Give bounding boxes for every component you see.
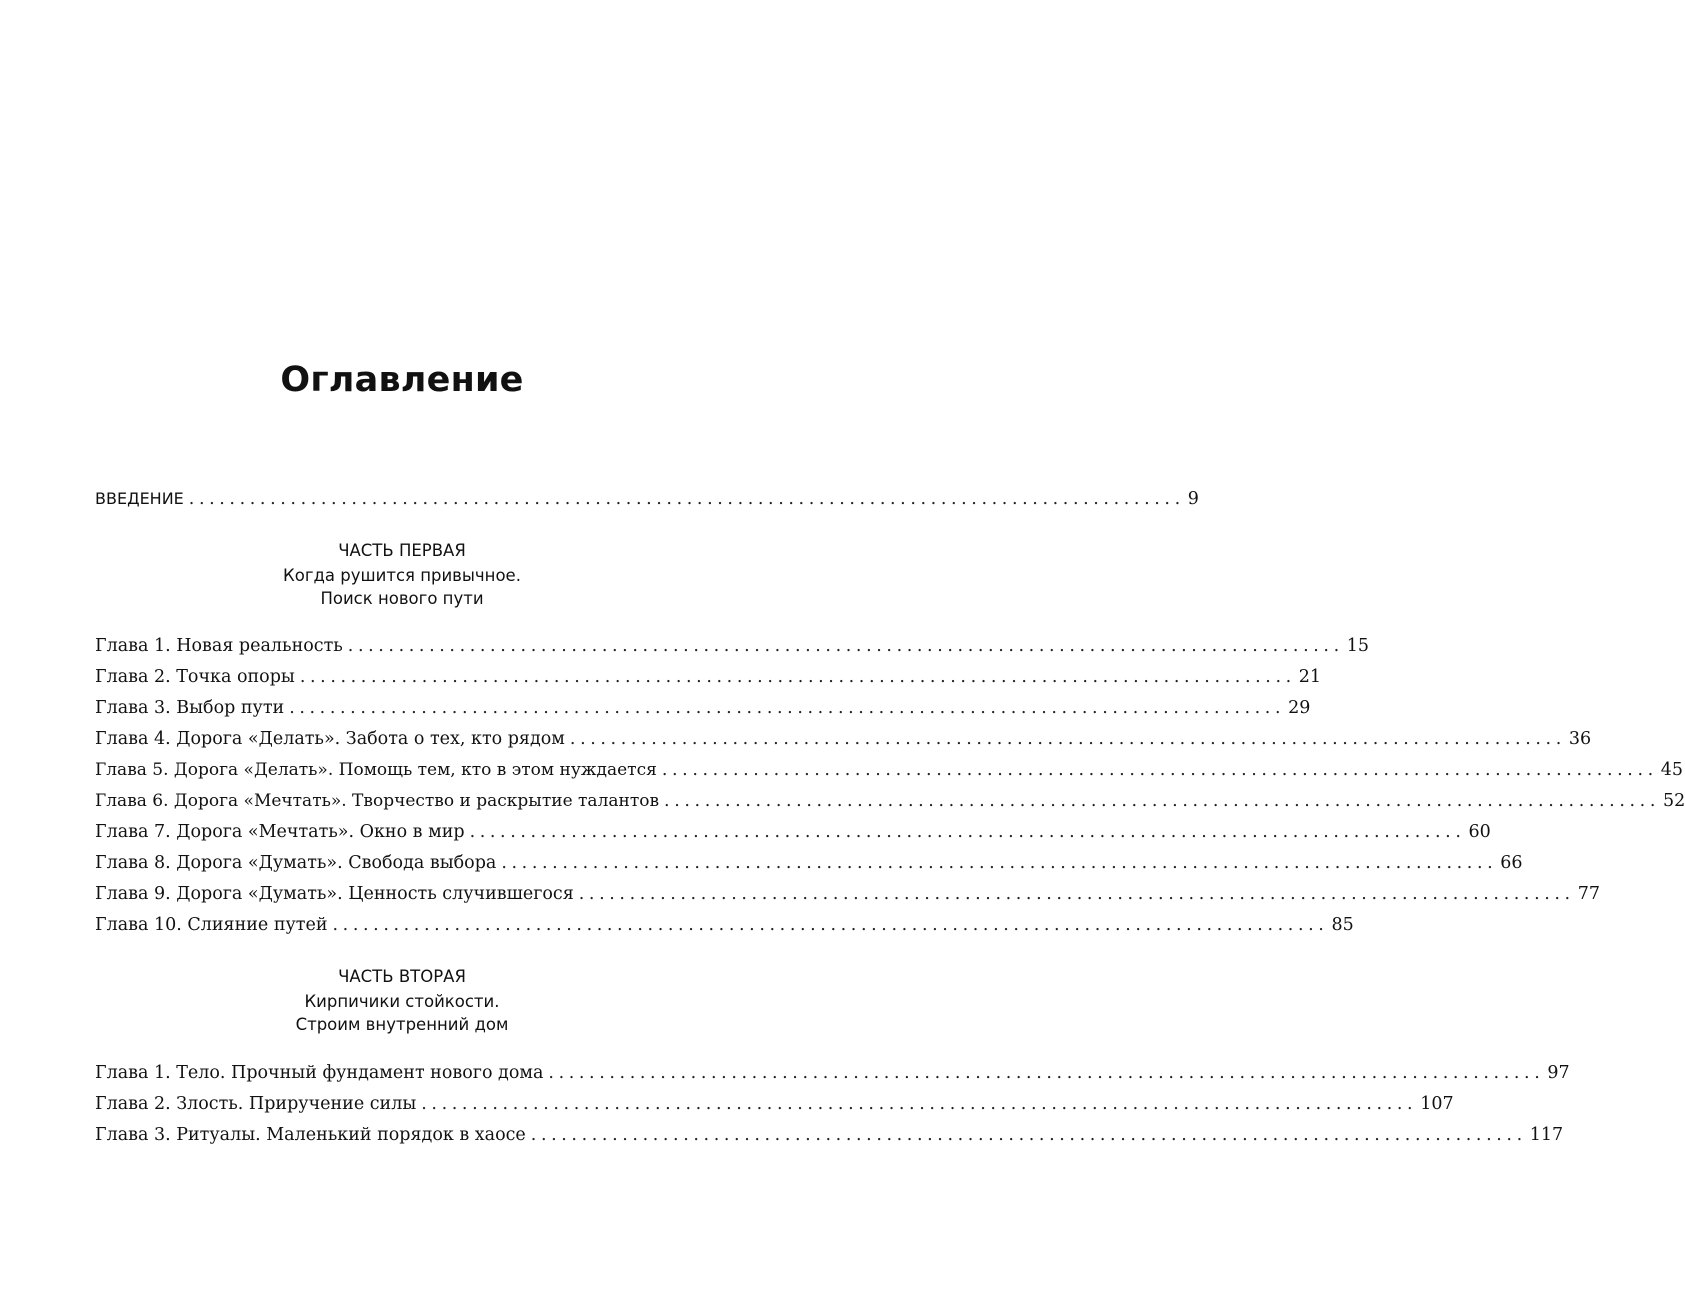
dot-leader: .................................................................................................. [332, 915, 1329, 935]
part-name: ЧАСТЬ ВТОРАЯ [338, 967, 466, 986]
dot-leader: .................................................................................................. [469, 822, 1466, 842]
dot-leader: .................................................................................................. [664, 791, 1660, 811]
toc-entry-chapter[interactable] [95, 691, 1311, 719]
dot-leader: .................................................................................................. [548, 1063, 1545, 1083]
toc-entry-label: Глава 10. Слияние путей [95, 915, 328, 935]
part-heading-1 [95, 538, 709, 610]
toc-entry-label: Глава 8. Дорога «Думать». Свобода выбора [95, 853, 497, 873]
toc-entry-page: 9 [1187, 489, 1199, 509]
toc-entry-chapter[interactable] [95, 1118, 1564, 1146]
toc-entry-page: 21 [1298, 667, 1322, 687]
toc-entry-label: Глава 2. Злость. Приручение силы [95, 1094, 417, 1114]
toc-entry-page: 15 [1346, 636, 1370, 656]
dot-leader: .................................................................................................. [661, 760, 1658, 780]
toc-entry-label: Глава 9. Дорога «Думать». Ценность случившегося [95, 884, 574, 904]
toc-entry-chapter[interactable] [95, 722, 1592, 750]
dot-leader: .................................................................................................. [299, 667, 1296, 687]
toc-entry-page: 97 [1547, 1063, 1570, 1083]
page-title: Оглавление [280, 360, 524, 400]
toc-entry-page: 60 [1468, 822, 1491, 842]
toc-entry-page: 45 [1660, 760, 1684, 780]
part-subtitle-line2: Поиск нового пути [320, 589, 484, 608]
toc-entry-chapter[interactable] [95, 629, 1370, 657]
dot-leader: .................................................................................................. [530, 1125, 1527, 1145]
toc-entry-label: Глава 2. Точка опоры [95, 667, 295, 687]
toc-entry-label: Глава 3. Выбор пути [95, 698, 285, 718]
part-heading-2 [95, 964, 709, 1036]
toc-entry-chapter[interactable] [95, 1056, 1570, 1084]
dot-leader: .................................................................................................. [501, 853, 1498, 873]
toc-entry-label: Глава 4. Дорога «Делать». Забота о тех, кто рядом [95, 729, 565, 749]
toc-entry-page: 29 [1288, 698, 1311, 718]
toc-entry-label: Глава 1. Тело. Прочный фундамент нового дома [95, 1063, 544, 1083]
toc-entry-page: 36 [1568, 729, 1592, 749]
toc-entry-label: Глава 7. Дорога «Мечтать». Окно в мир [95, 822, 465, 842]
part-name: ЧАСТЬ ПЕРВАЯ [338, 541, 466, 560]
dot-leader: .................................................................................................. [578, 884, 1575, 904]
dot-leader: .................................................................................................. [289, 698, 1286, 718]
toc-entry-label: Глава 1. Новая реальность [95, 636, 343, 656]
dot-leader: .................................................................................................. [188, 489, 1185, 509]
part-subtitle-line2: Строим внутренний дом [295, 1015, 509, 1034]
toc-entry-page: 52 [1663, 791, 1685, 811]
toc-entry-page: 66 [1500, 853, 1523, 873]
toc-entry-chapter[interactable] [95, 877, 1600, 905]
part-subtitle-line1: Кирпичики стойкости. [304, 992, 500, 1011]
toc-entry-label: Глава 5. Дорога «Делать». Помощь тем, кто в этом нуждается [95, 760, 657, 780]
toc-entry-label: Глава 6. Дорога «Мечтать». Творчество и раскрытие талантов [95, 791, 660, 811]
toc-entry-intro[interactable] [95, 482, 1199, 510]
toc-entry-chapter[interactable] [95, 784, 1685, 812]
toc-entry-page: 85 [1331, 915, 1354, 935]
toc-entry-chapter[interactable] [95, 815, 1491, 843]
toc-entry-page: 117 [1529, 1125, 1564, 1145]
toc-entry-chapter[interactable] [95, 660, 1322, 688]
toc-entry-label: ВВЕДЕНИЕ [95, 489, 184, 508]
toc-entry-label: Глава 3. Ритуалы. Маленький порядок в хаосе [95, 1125, 526, 1145]
part-subtitle-line1: Когда рушится привычное. [283, 566, 521, 585]
toc-entry-chapter[interactable] [95, 908, 1354, 936]
toc-entry-chapter[interactable] [95, 753, 1684, 781]
toc-entry-page: 77 [1577, 884, 1600, 904]
dot-leader: .................................................................................................. [569, 729, 1566, 749]
toc-entry-page: 107 [1420, 1094, 1454, 1114]
toc-entry-chapter[interactable] [95, 1087, 1454, 1115]
dot-leader: .................................................................................................. [347, 636, 1344, 656]
toc-entry-chapter[interactable] [95, 846, 1523, 874]
dot-leader: .................................................................................................. [421, 1094, 1418, 1114]
